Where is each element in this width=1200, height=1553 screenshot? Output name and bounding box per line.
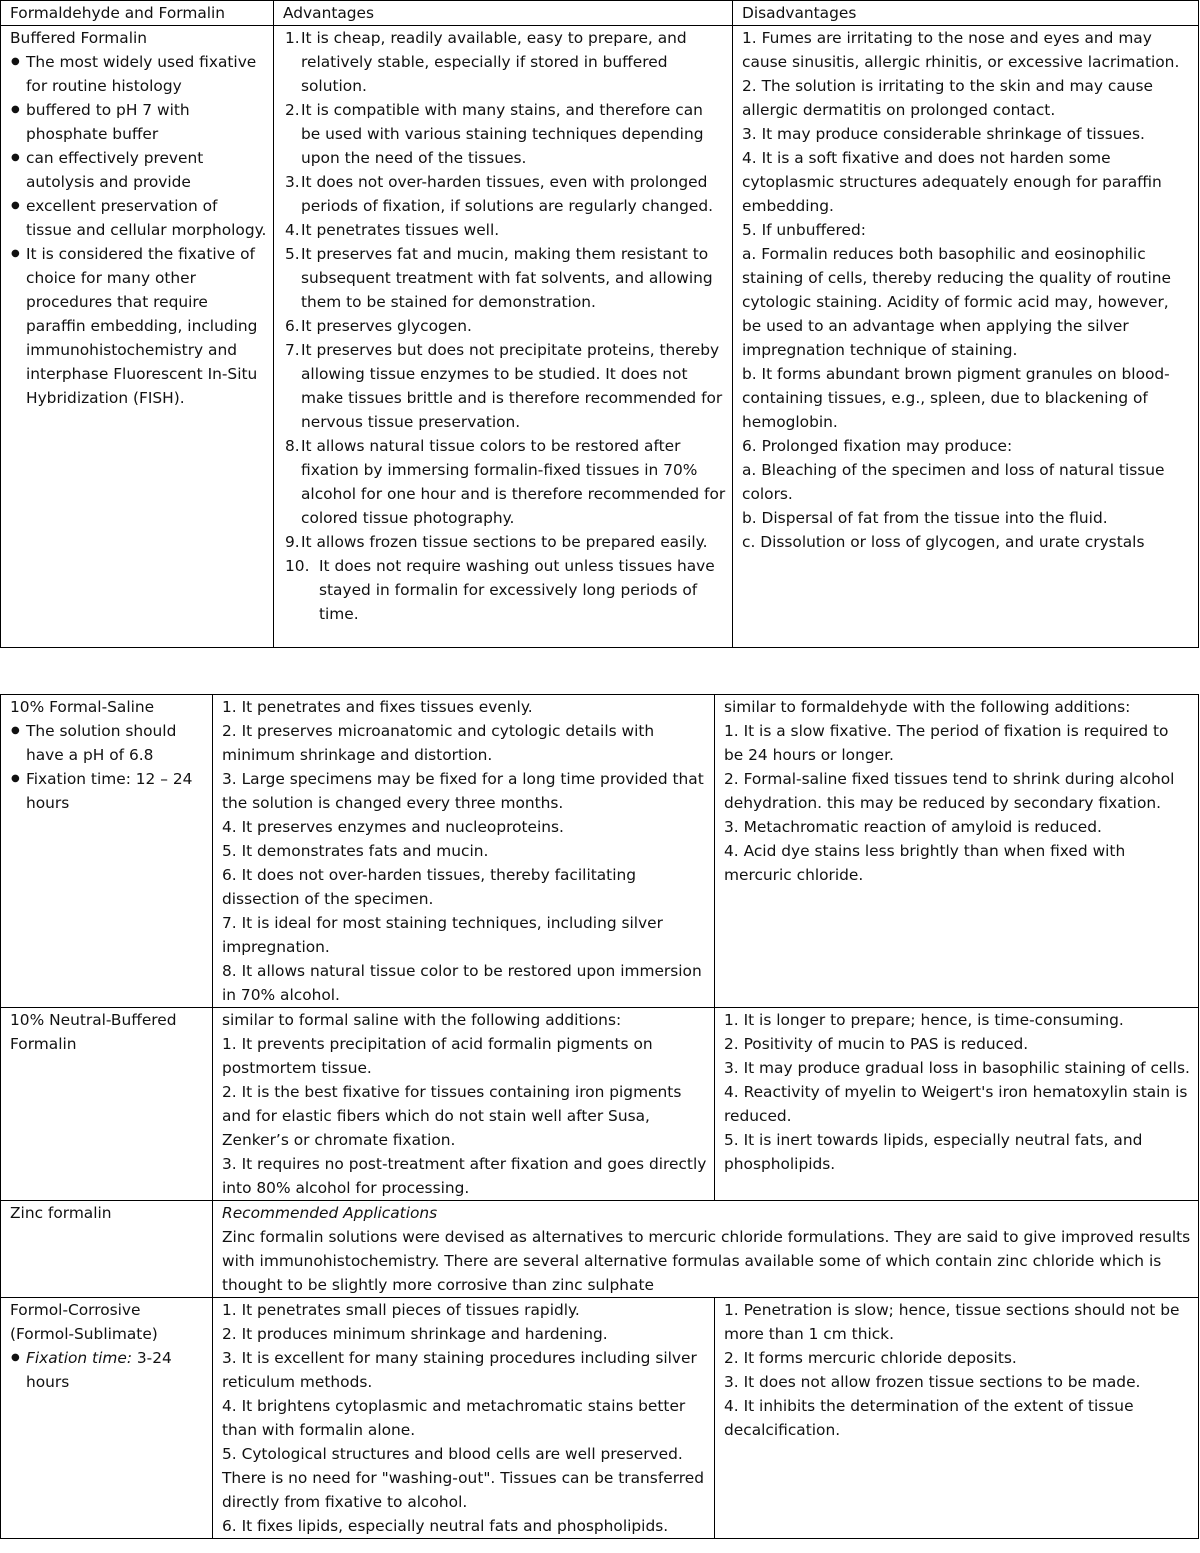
list-item: a. Bleaching of the specimen and loss of natural tissue colors.	[742, 461, 1165, 503]
list-item: 4. It inhibits the determination of the extent of tissue decalcification.	[724, 1397, 1134, 1439]
fixation-time-label: Fixation time:	[26, 1349, 132, 1367]
list-item: 4. Acid dye stains less brightly than when fixed with mercuric chloride.	[724, 842, 1126, 884]
list-item: 3. It may produce gradual loss in basophilic staining of cells.	[724, 1059, 1190, 1077]
list-item: 2. It is the best fixative for tissues containing iron pigments and for elastic fibers which do not stain well after Susa, Zenker’s or chromate fixation.	[222, 1083, 682, 1149]
advantages-list	[285, 26, 726, 626]
list-item: 1. Fumes are irritating to the nose and eyes and may cause sinusitis, allergic rhinitis, or excessive lacrimation.	[742, 29, 1180, 71]
item-number: 6.	[285, 317, 300, 335]
item-number: 9.	[285, 533, 300, 551]
list-item: 8. It allows natural tissue color to be restored upon immersion in 70% alcohol.	[222, 962, 702, 1004]
list-item: 2. Formal-saline fixed tissues tend to shrink during alcohol dehydration. this may be reduced by secondary fixation.	[724, 770, 1175, 812]
list-item: 1. It is longer to prepare; hence, is time-consuming.	[724, 1011, 1124, 1029]
list-item: c. Dissolution or loss of glycogen, and urate crystals	[742, 533, 1145, 551]
list-item: 6. It does not over-harden tissues, thereby facilitating dissection of the specimen.	[222, 866, 637, 908]
item-number: 5.	[285, 245, 300, 263]
disadvantages-cell	[733, 26, 1199, 648]
fixative-notes	[10, 50, 267, 410]
fixative-name: 10% Neutral-Buffered Formalin	[10, 1011, 177, 1053]
list-item	[26, 1346, 206, 1394]
item-text: It preserves glycogen.	[301, 317, 472, 335]
item-text: It allows natural tissue colors to be restored after fixation by immersing formalin-fixed tissues in 70% alcohol for one hour and is therefore recommended for colored tissue photography.	[301, 437, 726, 527]
list-item: 1. It is a slow fixative. The period of fixation is required to be 24 hours or longer.	[724, 722, 1169, 764]
list-item: 5. It demonstrates fats and mucin.	[222, 842, 489, 860]
zinc-applications-text: Zinc formalin solutions were devised as alternatives to mercuric chloride formulations. They are said to give improved results with immunohistochemistry. There are several alternative formulas available some of which contain zinc chloride which is thought to be slightly more corrosive than zinc sulphate	[222, 1228, 1191, 1294]
list-item: ● excellent preservation of tissue and cellular morphology.	[26, 194, 267, 242]
disadvantages-cell	[715, 695, 1199, 1008]
list-item: 2. It produces minimum shrinkage and hardening.	[222, 1325, 608, 1343]
list-item: 2. It forms mercuric chloride deposits.	[724, 1349, 1017, 1367]
list-item: 5. If unbuffered:	[742, 221, 866, 239]
list-item: 4. Reactivity of myelin to Weigert's iron hematoxylin stain is reduced.	[724, 1083, 1188, 1125]
advantages-cell	[213, 695, 715, 1008]
item-text: It allows frozen tissue sections to be prepared easily.	[301, 533, 708, 551]
item-text: It is compatible with many stains, and therefore can be used with various staining techniques depending upon the need of the tissues.	[301, 101, 704, 167]
list-item	[285, 530, 726, 554]
list-item	[285, 98, 726, 170]
item-text: It does not over-harden tissues, even with prolonged periods of fixation, if solutions are regularly changed.	[301, 173, 713, 215]
list-item: ● The solution should have a pH of 6.8	[26, 719, 206, 767]
item-text: It does not require washing out unless tissues have stayed in formalin for excessively long periods of time.	[319, 557, 715, 623]
item-number: 1.	[285, 29, 300, 47]
list-item: a. Formalin reduces both basophilic and eosinophilic staining of cells, thereby reducing the quality of routine cytologic staining. Acidity of formic acid may, however, be used to an advantage when applying the silver impregnation technique of staining.	[742, 245, 1171, 359]
table-row	[1, 695, 1199, 1008]
list-item: 3. Large specimens may be fixed for a long time provided that the solution is changed every three months.	[222, 770, 704, 812]
fixative-cell	[1, 1201, 213, 1298]
fixative-name: Zinc formalin	[10, 1204, 112, 1222]
fixative-name: 10% Formal-Saline	[10, 698, 155, 716]
list-item: 3. It is excellent for many staining procedures including silver reticulum methods.	[222, 1349, 697, 1391]
fixation-time-value: 3-24 hours	[26, 1349, 172, 1391]
formalin-variants-table	[0, 694, 1199, 1539]
list-item: 4. It brightens cytoplasmic and metachromatic stains better than with formalin alone.	[222, 1397, 686, 1439]
fixative-cell	[1, 1298, 213, 1539]
list-item: 1. It prevents precipitation of acid formalin pigments on postmortem tissue.	[222, 1035, 653, 1077]
list-item: 6. It fixes lipids, especially neutral fats and phospholipids.	[222, 1517, 669, 1535]
list-item: 2. The solution is irritating to the skin and may cause allergic dermatitis on prolonged contact.	[742, 77, 1154, 119]
list-item	[285, 338, 726, 434]
table-header-row	[1, 1, 1199, 26]
list-item: ● It is considered the fixative of choice for many other procedures that require paraffin embedding, including immunohistochemistry and interphase Fluorescent In-Situ Hybridization (FISH).	[26, 242, 267, 410]
item-number: 2.	[285, 101, 300, 119]
item-text: It preserves fat and mucin, making them resistant to subsequent treatment with fat solvents, and allowing them to be stained for demonstration.	[301, 245, 713, 311]
header-fixative: Formaldehyde and Formalin	[1, 1, 274, 26]
table-row	[1, 1298, 1199, 1539]
list-item: 3. It requires no post-treatment after fixation and goes directly into 80% alcohol for processing.	[222, 1155, 707, 1197]
item-number: 3.	[285, 173, 300, 191]
zinc-applications-cell	[213, 1201, 1199, 1298]
fixative-name: Formol-Corrosive (Formol-Sublimate)	[10, 1301, 158, 1343]
item-text: It is cheap, readily available, easy to prepare, and relatively stable, especially if stored in buffered solution.	[301, 29, 687, 95]
list-item: 3. It may produce considerable shrinkage of tissues.	[742, 125, 1145, 143]
list-item	[285, 26, 726, 98]
list-item: 4. It is a soft fixative and does not harden some cytoplasmic structures adequately enough for paraffin embedding.	[742, 149, 1162, 215]
disadvantages-cell	[715, 1298, 1199, 1539]
advantages-cell	[213, 1298, 715, 1539]
list-item	[285, 170, 726, 218]
list-item: 1. Penetration is slow; hence, tissue sections should not be more than 1 cm thick.	[724, 1301, 1180, 1343]
list-item: 2. Positivity of mucin to PAS is reduced.	[724, 1035, 1029, 1053]
list-item: 3. Metachromatic reaction of amyloid is reduced.	[724, 818, 1102, 836]
list-item: ● The most widely used fixative for routine histology	[26, 50, 267, 98]
advantages-cell	[274, 26, 733, 648]
list-item: similar to formaldehyde with the following additions:	[724, 698, 1131, 716]
table-row	[1, 1201, 1199, 1298]
fixative-notes	[10, 719, 206, 815]
item-text: It penetrates tissues well.	[301, 221, 500, 239]
item-number: 8.	[285, 437, 300, 455]
zinc-applications-heading: Recommended Applications	[222, 1204, 438, 1222]
item-text: It preserves but does not precipitate proteins, thereby allowing tissue enzymes to be studied. It does not make tissues brittle and is therefore recommended for nervous tissue preservation.	[301, 341, 723, 431]
list-item: 7. It is ideal for most staining techniques, including silver impregnation.	[222, 914, 663, 956]
list-item: b. It forms abundant brown pigment granules on blood-containing tissues, e.g., spleen, due to blackening of hemoglobin.	[742, 365, 1170, 431]
fixative-cell	[1, 26, 274, 648]
list-item: ● buffered to pH 7 with phosphate buffer	[26, 98, 267, 146]
buffered-formalin-table	[0, 0, 1199, 648]
list-item: 5. Cytological structures and blood cells are well preserved. There is no need for "washing-out". Tissues can be transferred directly from fixative to alcohol.	[222, 1445, 704, 1511]
list-item: b. Dispersal of fat from the tissue into the fluid.	[742, 509, 1108, 527]
fixative-name: Buffered Formalin	[10, 29, 148, 47]
list-item	[285, 554, 726, 626]
list-item: 3. It does not allow frozen tissue sections to be made.	[724, 1373, 1141, 1391]
advantages-cell	[213, 1008, 715, 1201]
list-item: 6. Prolonged fixation may produce:	[742, 437, 1013, 455]
table-row	[1, 26, 1199, 648]
table-row	[1, 1008, 1199, 1201]
list-item: similar to formal saline with the following additions:	[222, 1011, 622, 1029]
item-number: 10.	[285, 557, 310, 575]
list-item	[285, 218, 726, 242]
disadvantages-cell	[715, 1008, 1199, 1201]
fixative-cell	[1, 695, 213, 1008]
fixative-notes	[10, 1346, 206, 1394]
header-advantages: Advantages	[274, 1, 733, 26]
item-number: 4.	[285, 221, 300, 239]
item-number: 7.	[285, 341, 300, 359]
list-item: 4. It preserves enzymes and nucleoproteins.	[222, 818, 564, 836]
list-item: ● can effectively prevent autolysis and provide	[26, 146, 267, 194]
list-item	[285, 242, 726, 314]
list-item: 1. It penetrates small pieces of tissues rapidly.	[222, 1301, 580, 1319]
list-item	[285, 434, 726, 530]
list-item: ● Fixation time: 12 – 24 hours	[26, 767, 206, 815]
header-disadvantages: Disadvantages	[733, 1, 1199, 26]
list-item	[285, 314, 726, 338]
list-item: 2. It preserves microanatomic and cytologic details with minimum shrinkage and distortion.	[222, 722, 655, 764]
fixative-cell	[1, 1008, 213, 1201]
list-item: 1. It penetrates and fixes tissues evenly.	[222, 698, 533, 716]
list-item: 5. It is inert towards lipids, especially neutral fats, and phospholipids.	[724, 1131, 1143, 1173]
